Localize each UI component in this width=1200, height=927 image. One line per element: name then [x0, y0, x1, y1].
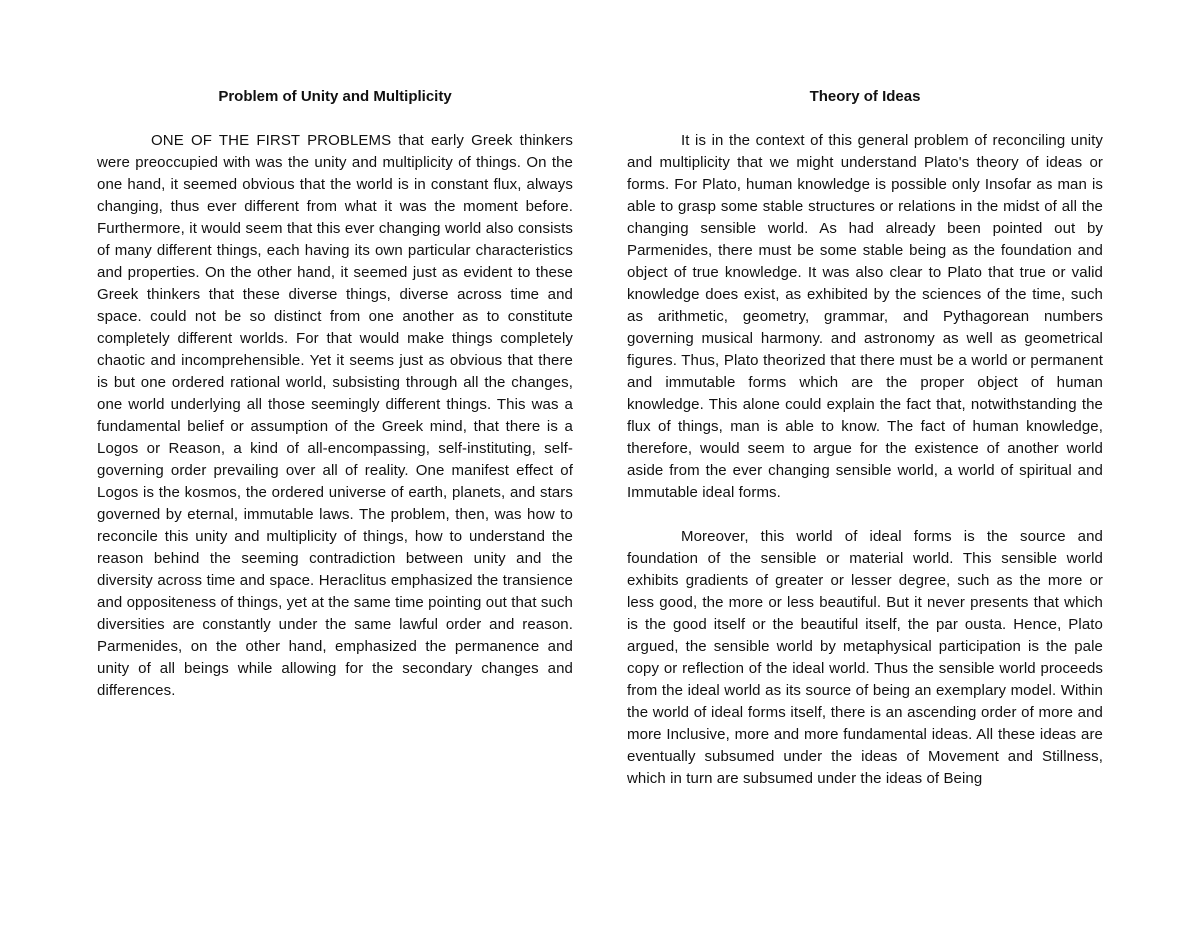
body-paragraph: Moreover, this world of ideal forms is the source and foundation of the sensible or material world. This sensible world exhibits gradients of greater or lesser degree, such as the more or less good, the more or less beautiful. But it never presents that which is the good itself or the beautiful itself, the par ousta. Hence, Plato argued, the sensible world by metaphysical participation is the pale copy or reflection of the ideal world. Thus the sensible world proceeds from the ideal world as its source of being an exemplary model. Within the world of ideal forms itself, there is an ascending order of more and more Inclusive, more and more fundamental ideas. All these ideas are eventually subsumed under the ideas of Movement and Stillness, which in turn are subsumed under the ideas of Being	[627, 528, 1103, 787]
section-heading-unity-multiplicity: Problem of Unity and Multiplicity	[218, 88, 452, 105]
section-heading-theory-of-ideas: Theory of Ideas	[809, 88, 921, 105]
left-column	[97, 86, 573, 702]
right-column	[627, 86, 1103, 790]
body-paragraph: ONE OF THE FIRST PROBLEMS that early Greek thinkers were preoccupied with was the unity and multiplicity of things. On the one hand, it seemed obvious that the world is in constant flux, always changing, thus ever different from what it was the moment before. Furthermore, it would seem that this ever changing world also consists of many different things, each having its own particular characteristics and properties. On the other hand, it seemed just as evident to these Greek thinkers that these diverse things, diverse across time and space. could not be so distinct from one another as to constitute completely different worlds. For that would make things completely chaotic and incomprehensible. Yet it seems just as obvious that there is but one ordered rational world, subsisting through all the changes, one world underlying all those seemingly different things. This was a fundamental belief or assumption of the Greek mind, that there is a Logos or Reason, a kind of all-encompassing, self-instituting, self-governing order prevailing over all of reality. One manifest effect of Logos is the kosmos, the ordered universe of earth, planets, and stars governed by eternal, immutable laws. The problem, then, was how to reconcile this unity and multiplicity of things, how to understand the reason behind the seeming contradiction between unity and the diversity across time and space. Heraclitus emphasized the transience and oppositeness of things, yet at the same time pointing out that such diversities are constantly under the same lawful order and reason. Parmenides, on the other hand, emphasized the permanence and unity of all beings while allowing for the secondary changes and differences.	[97, 132, 573, 699]
body-paragraph: It is in the context of this general problem of reconciling unity and multiplicity that we might understand Plato's theory of ideas or forms. For Plato, human knowledge is possible only Insofar as man is able to grasp some stable structures or relations in the midst of all the changing sensible world. As had already been pointed out by Parmenides, there must be some stable being as the foundation and object of true knowledge. It was also clear to Plato that true or valid knowledge does exist, as exhibited by the sciences of the time, such as arithmetic, geometry, grammar, and Pythagorean numbers governing musical harmony. and astronomy as well as geometrical figures. Thus, Plato theorized that there must be a world or permanent and immutable forms which are the proper object of human knowledge. This alone could explain the fact that, notwithstanding the flux of things, man is able to know. The fact of human knowledge, therefore, would seem to argue for the existence of another world aside from the ever changing sensible world, a world of spiritual and Immutable ideal forms.	[627, 132, 1103, 501]
